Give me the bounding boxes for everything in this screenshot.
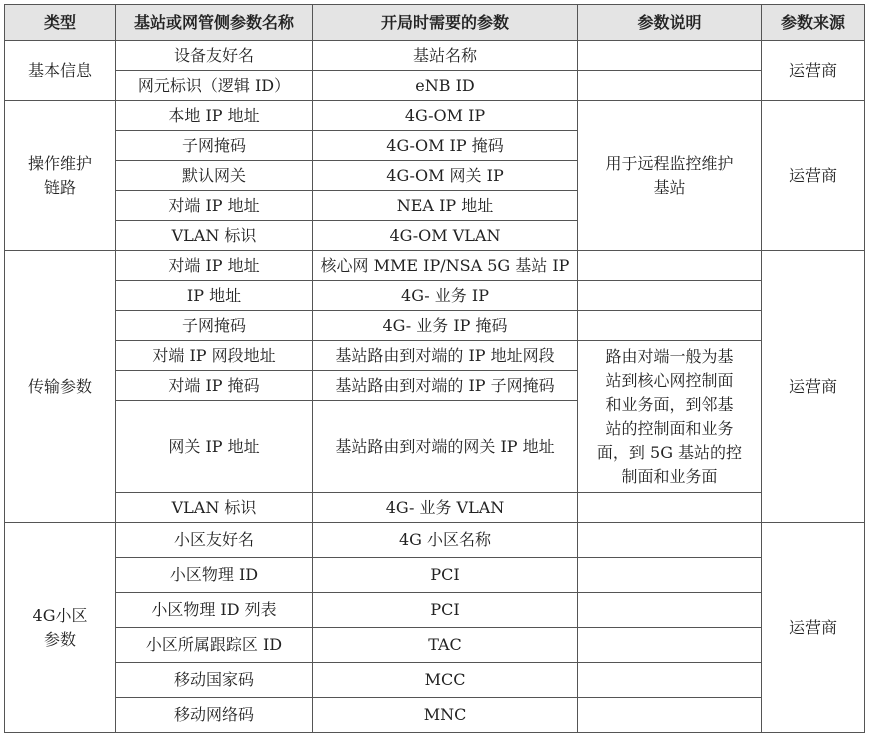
category-basic-info: 基本信息: [5, 41, 116, 101]
table-row: [5, 251, 865, 281]
param-value-cell: 4G 小区名称: [313, 523, 578, 558]
param-name-cell: 小区友好名: [116, 523, 313, 558]
category-om-link: 操作维护 链路: [5, 101, 116, 251]
param-name-cell: 设备友好名: [116, 41, 313, 71]
param-value-cell: eNB ID: [313, 71, 578, 101]
description-cell: 用于远程监控维护 基站: [578, 101, 762, 251]
param-name-cell: 小区物理 ID: [116, 558, 313, 593]
param-value-cell: TAC: [313, 628, 578, 663]
param-value-cell: MNC: [313, 698, 578, 733]
header-param-name: 基站或网管侧参数名称: [116, 5, 313, 41]
param-value-cell: PCI: [313, 558, 578, 593]
description-cell: [578, 41, 762, 71]
param-name-cell: 对端 IP 地址: [116, 251, 313, 281]
description-cell: [578, 71, 762, 101]
param-name-cell: VLAN 标识: [116, 221, 313, 251]
category-transport: 传输参数: [5, 251, 116, 523]
param-name-cell: 对端 IP 掩码: [116, 371, 313, 401]
header-required-param: 开局时需要的参数: [313, 5, 578, 41]
header-row: [5, 5, 865, 41]
param-name-cell: 小区物理 ID 列表: [116, 593, 313, 628]
param-name-cell: 子网掩码: [116, 311, 313, 341]
description-cell: [578, 493, 762, 523]
param-name-cell: 网关 IP 地址: [116, 401, 313, 493]
description-cell: [578, 558, 762, 593]
param-value-cell: 4G-OM VLAN: [313, 221, 578, 251]
description-cell: [578, 523, 762, 558]
param-value-cell: 4G-OM IP 掩码: [313, 131, 578, 161]
header-source: 参数来源: [762, 5, 865, 41]
table-row: [5, 523, 865, 558]
table-row: [5, 101, 865, 131]
param-value-cell: 基站路由到对端的 IP 子网掩码: [313, 371, 578, 401]
param-value-cell: 4G- 业务 VLAN: [313, 493, 578, 523]
param-name-cell: 移动国家码: [116, 663, 313, 698]
table-row: [5, 41, 865, 71]
table-row: [5, 628, 865, 663]
param-name-cell: 子网掩码: [116, 131, 313, 161]
description-cell: 路由对端一般为基 站到核心网控制面 和业务面，到邻基 站的控制面和业务 面，到 5G 基站的控 制面和业务面: [578, 341, 762, 493]
param-name-cell: IP 地址: [116, 281, 313, 311]
description-cell: [578, 628, 762, 663]
source-cell: 运营商: [762, 41, 865, 101]
param-value-cell: 基站路由到对端的网关 IP 地址: [313, 401, 578, 493]
parameter-table: [4, 4, 865, 733]
header-description: 参数说明: [578, 5, 762, 41]
description-cell: [578, 251, 762, 281]
description-cell: [578, 281, 762, 311]
param-name-cell: 小区所属跟踪区 ID: [116, 628, 313, 663]
source-cell: 运营商: [762, 523, 865, 733]
table-row: [5, 311, 865, 341]
param-value-cell: 核心网 MME IP/NSA 5G 基站 IP: [313, 251, 578, 281]
param-value-cell: 4G-OM IP: [313, 101, 578, 131]
table-row: [5, 341, 865, 371]
table-row: [5, 493, 865, 523]
table-row: [5, 663, 865, 698]
table-row: [5, 698, 865, 733]
param-value-cell: 4G- 业务 IP 掩码: [313, 311, 578, 341]
table-row: [5, 558, 865, 593]
param-name-cell: 本地 IP 地址: [116, 101, 313, 131]
description-cell: [578, 663, 762, 698]
source-cell: 运营商: [762, 251, 865, 523]
param-value-cell: 4G- 业务 IP: [313, 281, 578, 311]
table-row: [5, 71, 865, 101]
source-cell: 运营商: [762, 101, 865, 251]
table-row: [5, 281, 865, 311]
param-value-cell: NEA IP 地址: [313, 191, 578, 221]
param-value-cell: 4G-OM 网关 IP: [313, 161, 578, 191]
description-cell: [578, 311, 762, 341]
param-value-cell: PCI: [313, 593, 578, 628]
param-value-cell: MCC: [313, 663, 578, 698]
param-name-cell: 对端 IP 网段地址: [116, 341, 313, 371]
param-name-cell: 移动网络码: [116, 698, 313, 733]
table-row: [5, 593, 865, 628]
header-category: 类型: [5, 5, 116, 41]
param-value-cell: 基站路由到对端的 IP 地址网段: [313, 341, 578, 371]
param-name-cell: VLAN 标识: [116, 493, 313, 523]
description-cell: [578, 698, 762, 733]
param-value-cell: 基站名称: [313, 41, 578, 71]
description-cell: [578, 593, 762, 628]
category-4g-cell: 4G小区 参数: [5, 523, 116, 733]
param-name-cell: 对端 IP 地址: [116, 191, 313, 221]
param-name-cell: 默认网关: [116, 161, 313, 191]
param-name-cell: 网元标识（逻辑 ID）: [116, 71, 313, 101]
